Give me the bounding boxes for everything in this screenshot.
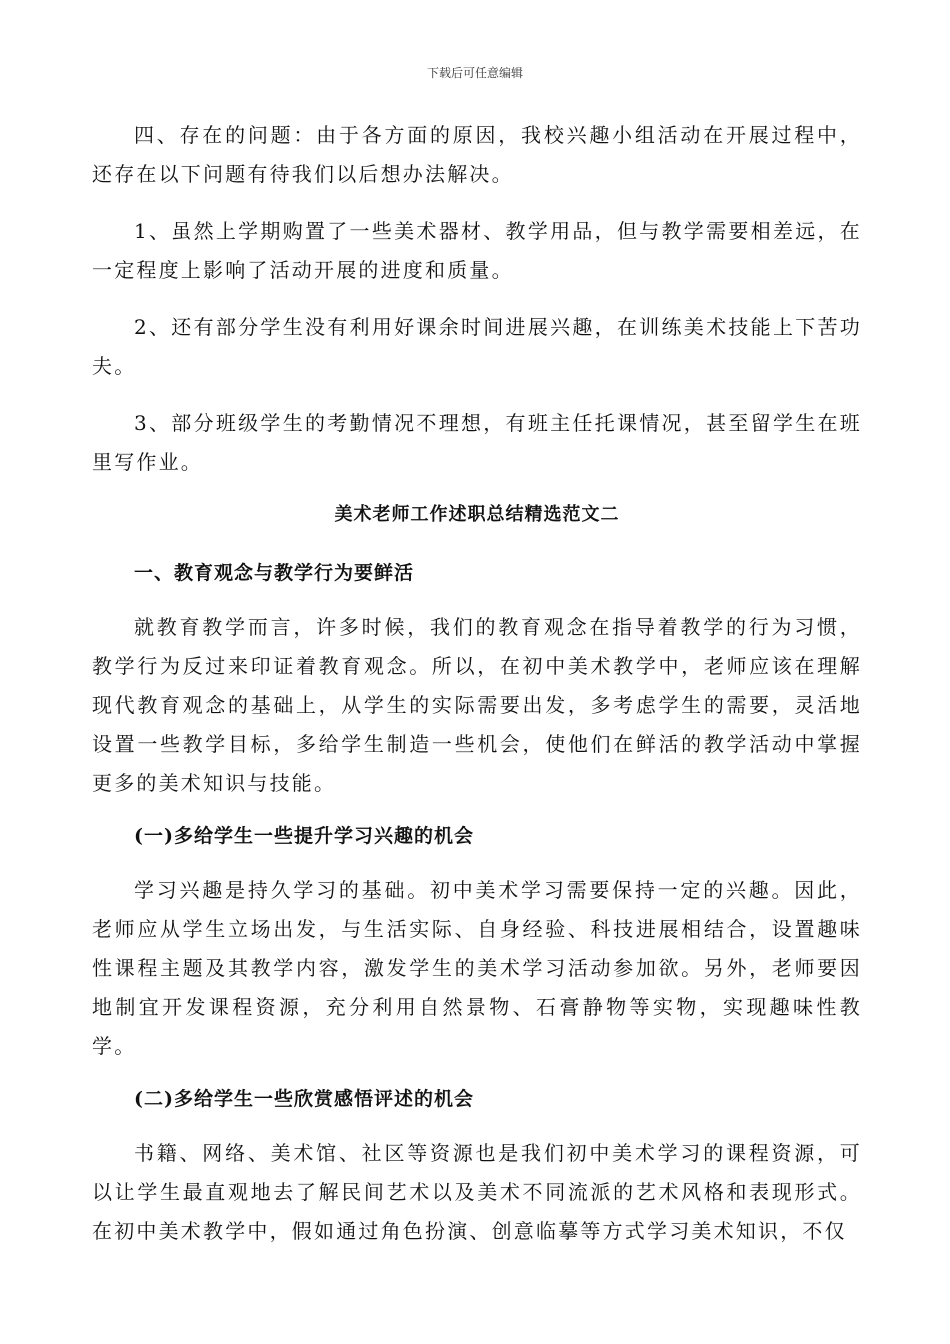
subsection-1-paragraph: 学习兴趣是持久学习的基础。初中美术学习需要保持一定的兴趣。因此，老师应从学生立场出发，与生活实际、自身经验、科技进展相结合，设置趣味性课程主题及其教学内容，激发学生的美术学习活动参加欲。另外，老师要因地制宜开发课程资源，充分利用自然景物、石膏静物等实物，实现趣味性教学。 — [92, 878, 862, 1058]
section-1-paragraph: 就教育教学而言，许多时候，我们的教育观念在指导着教学的行为习惯，教学行为反过来印证着教育观念。所以，在初中美术教学中，老师应该在理解现代教育观念的基础上，从学生的实际需要出发，多考虑学生的需要，灵活地设置一些教学目标，多给学生制造一些机会，使他们在鲜活的教学活动中掌握更多的美术知识与技能。 — [92, 615, 862, 795]
document-title: 美术老师工作述职总结精选范文二 — [334, 504, 620, 525]
subsection-heading-1: (一)多给学生一些提升学习兴趣的机会 — [134, 825, 474, 847]
problem-item-3: 3、部分班级学生的考勤情况不理想，有班主任托课情况，甚至留学生在班里写作业。 — [92, 411, 862, 474]
problem-item-2: 2、还有部分学生没有利用好课余时间进展兴趣，在训练美术技能上下苦功夫。 — [92, 315, 862, 378]
problem-item-1: 1、虽然上学期购置了一些美术器材、教学用品，但与教学需要相差远，在一定程度上影响了活动开展的进度和质量。 — [92, 219, 862, 282]
section-heading-1: 一、教育观念与教学行为要鲜活 — [134, 562, 415, 584]
problems-intro-paragraph: 四、存在的问题：由于各方面的原因，我校兴趣小组活动在开展过程中，还存在以下问题有待我们以后想办法解决。 — [92, 123, 862, 186]
page-header: 下载后可任意编辑 — [426, 66, 523, 80]
subsection-heading-2: (二)多给学生一些欣赏感悟评述的机会 — [134, 1088, 474, 1110]
subsection-2-paragraph: 书籍、网络、美术馆、社区等资源也是我们初中美术学习的课程资源，可以让学生最直观地去了解民间艺术以及美术不同流派的艺术风格和表现形式。在初中美术教学中，假如通过角色扮演、创意临摹等方式学习美术知识，不仅 — [92, 1141, 862, 1243]
document-body — [92, 116, 862, 1269]
